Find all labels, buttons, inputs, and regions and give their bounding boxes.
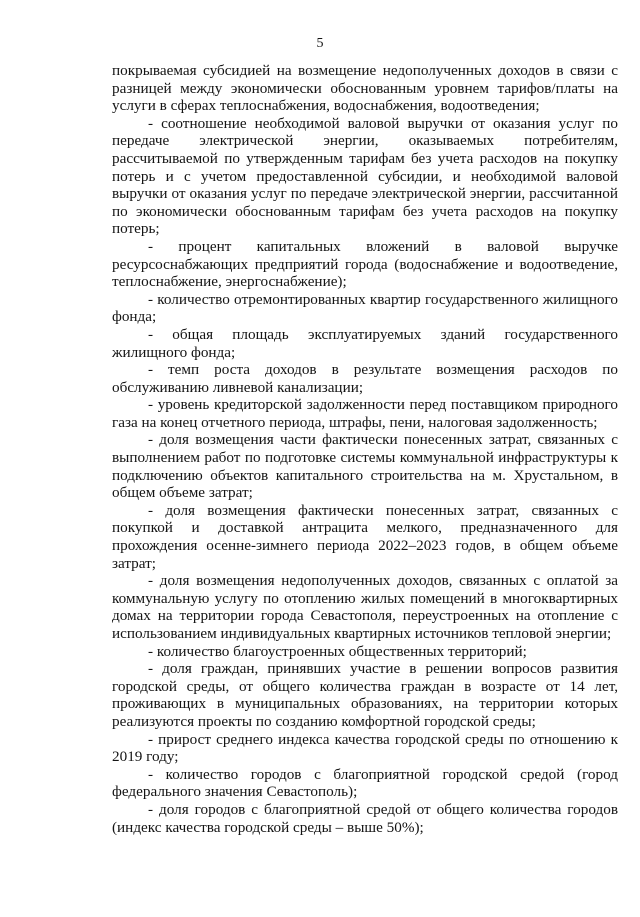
list-item: - количество городов с благоприятной городской средой (город федерального значения Севастополь); bbox=[112, 765, 618, 801]
list-item: - количество отремонтированных квартир государственного жилищного фонда; bbox=[112, 290, 618, 326]
list-item: - уровень кредиторской задолженности перед поставщиком природного газа на конец отчетного периода, штрафы, пени, налоговая задолженность; bbox=[112, 396, 618, 431]
list-item: - доля возмещения недополученных доходов, связанных с оплатой за коммунальную услугу по отоплению жилых помещений в многоквартирных домах на территории города Севастополя, переустроенных на отопление с использованием индивидуальных квартирных источников тепловой энергии; bbox=[112, 572, 618, 642]
list-item: - доля граждан, принявших участие в решении вопросов развития городской среды, от общего количества граждан в возрасте от 14 лет, проживающих в муниципальных образованиях, на территории которых реализуются проекты по созданию комфортной городской среды; bbox=[112, 660, 618, 730]
paragraph-continuation: покрываемая субсидией на возмещение недополученных доходов в связи с разницей между экономически обоснованным уровнем тарифов/платы на услуги в сферах теплоснабжения, водоснабжения, водоотведения; bbox=[112, 62, 618, 115]
list-item: - темп роста доходов в результате возмещения расходов по обслуживанию ливневой канализации; bbox=[112, 361, 618, 396]
list-item: - соотношение необходимой валовой выручки от оказания услуг по передаче электрической энергии, оказываемых потребителям, рассчитываемой по утвержденным тарифам без учета расходов на покупку потерь и с учетом предоставленной субсидии, и необходимой валовой выручки от оказания услуг по передаче электрической энергии, рассчитанной по экономически обоснованным тарифам без учета расходов на покупку потерь; bbox=[112, 114, 618, 238]
list-item: - процент капитальных вложений в валовой выручке ресурсоснабжающих предприятий города (водоснабжение и водоотведение, теплоснабжение, энергоснабжение); bbox=[112, 237, 618, 291]
list-item: - количество благоустроенных общественных территорий; bbox=[148, 642, 527, 660]
list-item: - доля городов с благоприятной средой от общего количества городов (индекс качества городской среды – выше 50%); bbox=[112, 800, 618, 836]
list-item: - общая площадь эксплуатируемых зданий государственного жилищного фонда; bbox=[112, 325, 618, 361]
page-number: 5 bbox=[316, 36, 324, 51]
list-item: - доля возмещения части фактически понесенных затрат, связанных с выполнением работ по подготовке системы коммунальной инфраструктуры к подключению объектов капитального строительства на м. Хрустальном, в общем объеме затрат; bbox=[112, 431, 618, 502]
list-item: - прирост среднего индекса качества городской среды по отношению к 2019 году; bbox=[112, 730, 618, 766]
list-item: - доля возмещения фактически понесенных затрат, связанных с покупкой и доставкой антрацита мелкого, предназначенного для прохождения осенне-зимнего периода 2022–2023 годов, в общем объеме затрат; bbox=[112, 501, 618, 572]
document-body bbox=[112, 62, 618, 836]
